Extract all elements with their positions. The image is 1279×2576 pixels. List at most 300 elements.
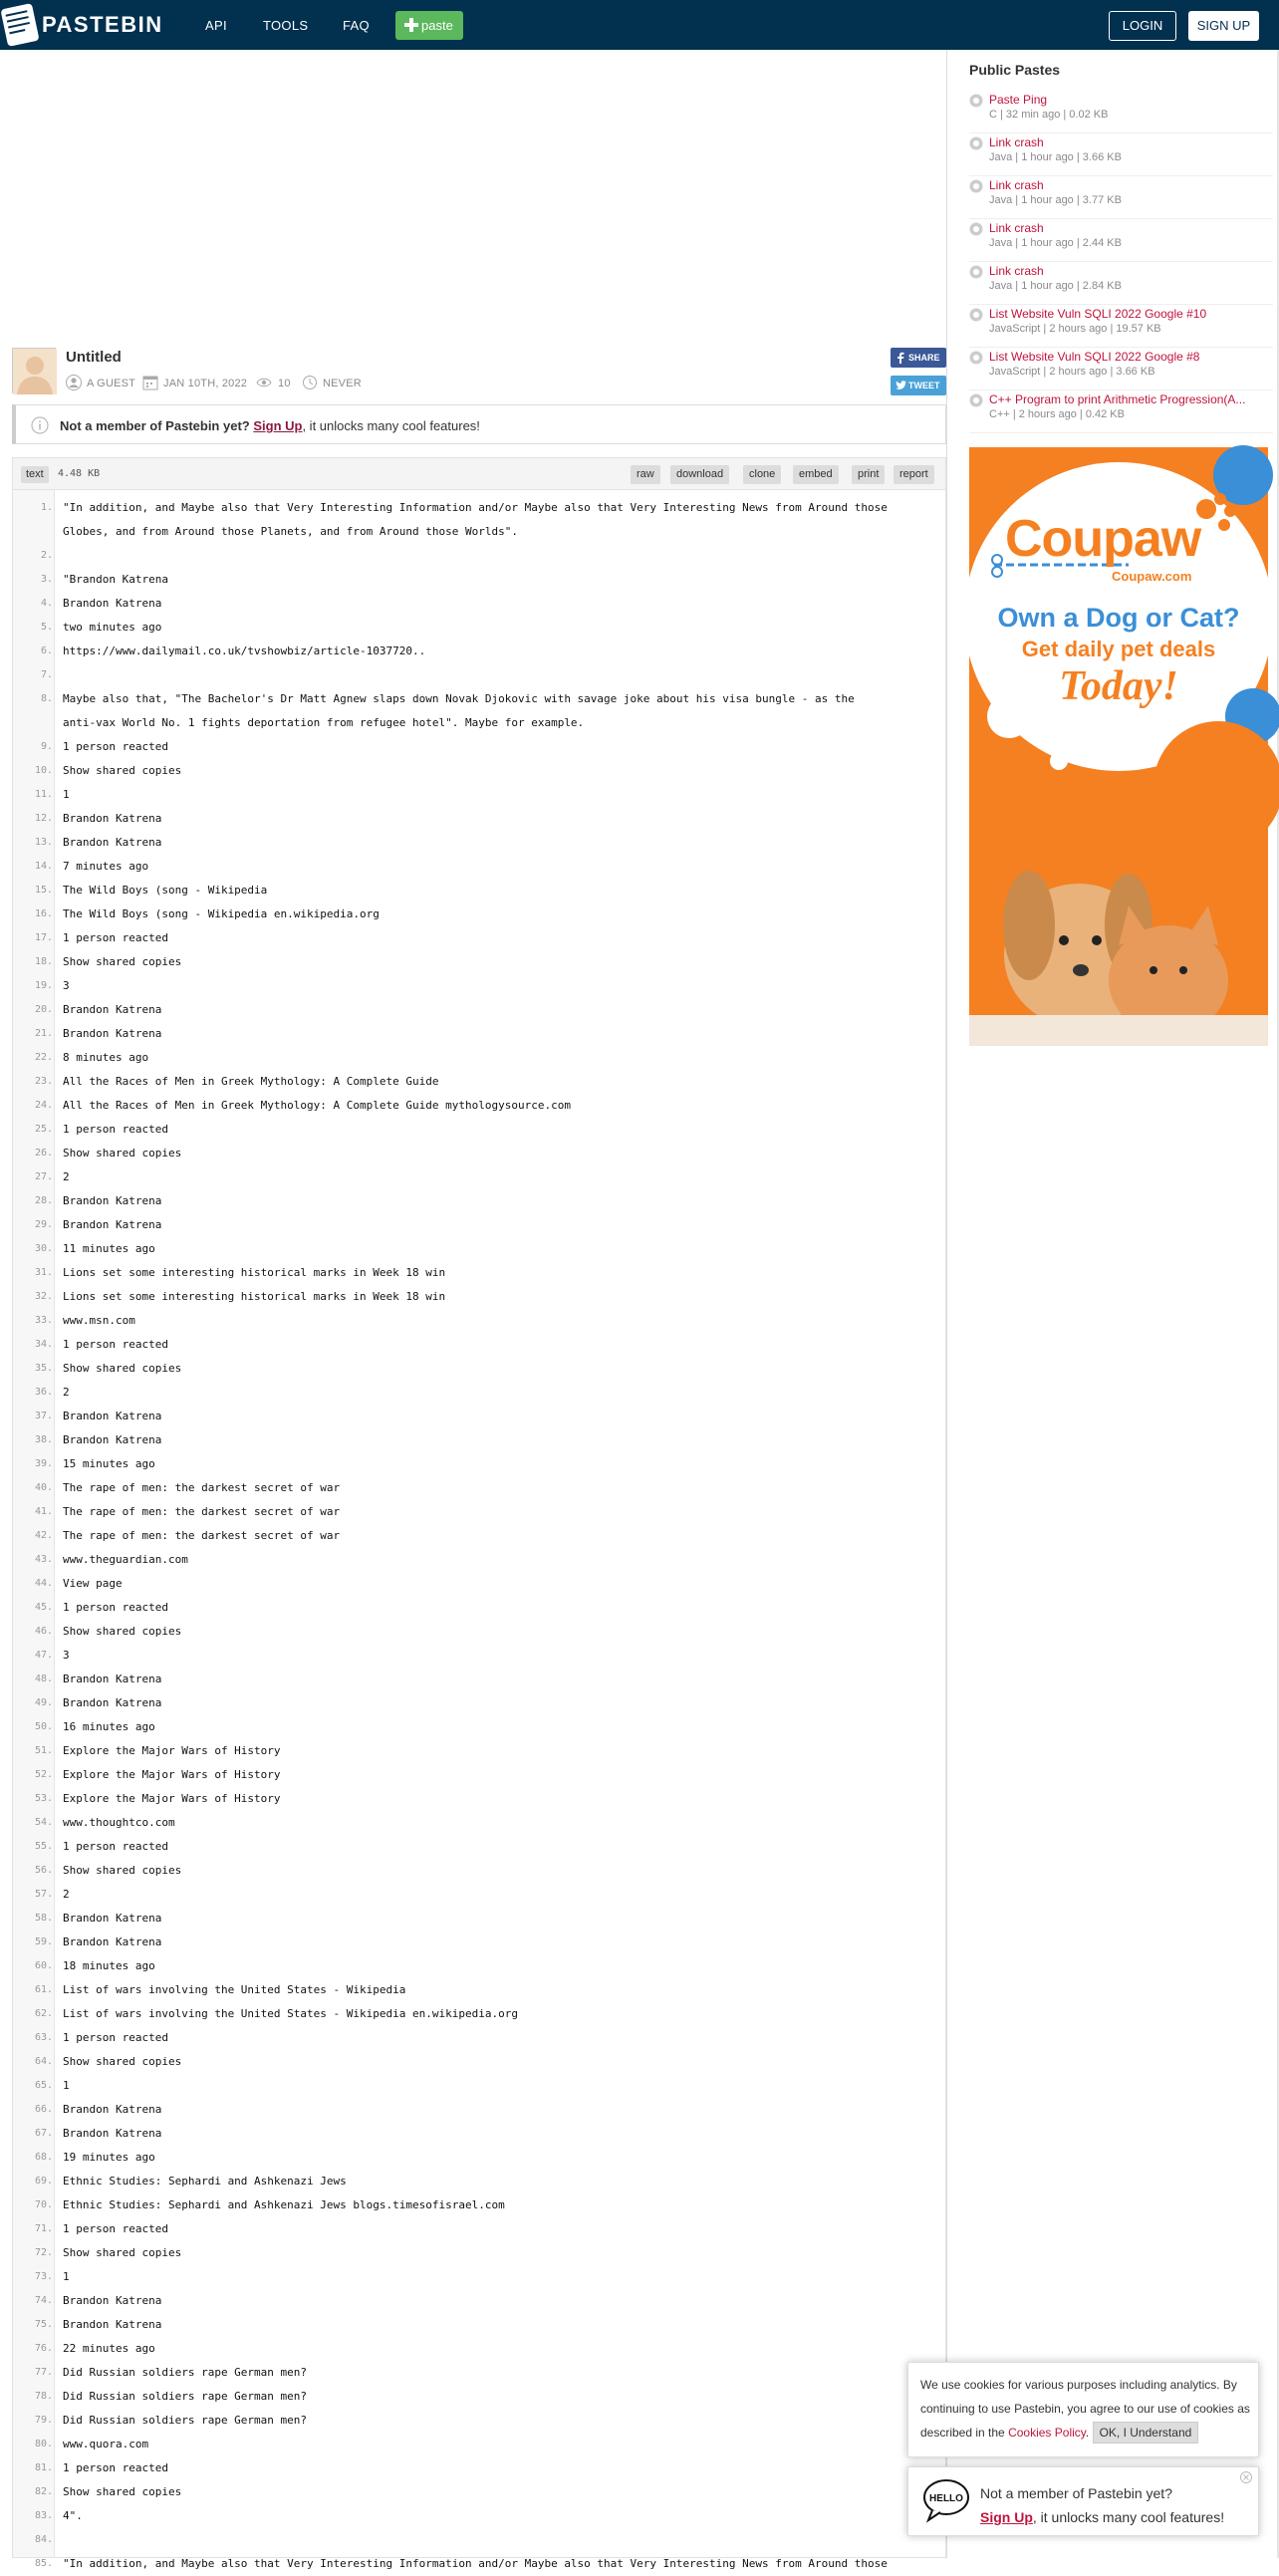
paste-globe-icon: [969, 265, 983, 279]
line-number: 74.: [34, 2295, 53, 2306]
code-line: [13, 1428, 945, 1452]
embed-button[interactable]: embed: [793, 465, 839, 484]
tweet-label: TWEET: [908, 381, 940, 390]
download-button[interactable]: download: [670, 465, 729, 484]
line-number: 26.: [34, 1148, 53, 1159]
line-text: Brandon Katrena: [63, 1433, 162, 1446]
cookie-message: We use cookies for various purposes including analytics. By continuing to use Pastebin, you agree to our use of cookies as described in the: [920, 2378, 1250, 2440]
paste-globe-icon: [969, 94, 983, 108]
line-number: 12.: [34, 813, 53, 824]
line-number: 58.: [34, 1913, 53, 1924]
public-paste-title[interactable]: Link crash: [989, 178, 1044, 192]
line-number: 23.: [34, 1076, 53, 1087]
code-line: [13, 2504, 945, 2528]
code-line: [13, 1165, 945, 1189]
line-number: 77.: [34, 2367, 53, 2378]
line-text: 15 minutes ago: [63, 1457, 155, 1470]
line-number: 82.: [34, 2486, 53, 2497]
line-text: 1 person reacted: [63, 931, 168, 944]
pastebin-logo-icon[interactable]: [2, 4, 38, 46]
code-line: [13, 2361, 945, 2385]
code-line: [13, 1787, 945, 1811]
public-paste-title[interactable]: C++ Program to print Arithmetic Progression(A...: [989, 392, 1246, 406]
line-number: 32.: [34, 1291, 53, 1302]
paste-globe-icon: [969, 308, 983, 322]
hello-popup: [907, 2466, 1259, 2536]
line-text: 1 person reacted: [63, 2222, 168, 2235]
code-line: [13, 2026, 945, 2050]
notice-tail: , it unlocks many cool features!: [302, 418, 480, 433]
line-number: 48.: [34, 1674, 53, 1684]
line-number: 43.: [34, 1554, 53, 1565]
line-text: 1 person reacted: [63, 1840, 168, 1853]
line-text: 3: [63, 1649, 70, 1662]
code-line: [13, 2337, 945, 2361]
public-paste-title[interactable]: Link crash: [989, 135, 1044, 149]
line-number: 28.: [34, 1195, 53, 1206]
public-paste-item[interactable]: [969, 133, 1273, 176]
line-number: 33.: [34, 1315, 53, 1326]
code-line: [13, 1357, 945, 1381]
line-number: 10.: [34, 765, 53, 776]
line-number: 49.: [34, 1697, 53, 1708]
paste-views: 10: [278, 378, 291, 389]
line-number: 66.: [34, 2104, 53, 2115]
top-ad-space: [0, 50, 946, 339]
code-line: [13, 1811, 945, 1835]
code-line: [13, 879, 945, 902]
ad-line3: Today!: [1059, 663, 1178, 709]
code-line: [13, 1835, 945, 1859]
nav-api[interactable]: API: [205, 18, 227, 33]
line-number: 78.: [34, 2391, 53, 2402]
code-line: [13, 1596, 945, 1620]
line-number: 19.: [34, 980, 53, 991]
line-text: Brandon Katrena: [63, 1673, 162, 1685]
code-line: [13, 1189, 945, 1213]
line-text: 1 person reacted: [63, 2031, 168, 2044]
line-text: 2: [63, 1386, 70, 1399]
line-text: Show shared copies: [63, 1362, 182, 1375]
line-text: Explore the Major Wars of History: [63, 1744, 281, 1757]
line-text: www.quora.com: [63, 2438, 149, 2450]
info-icon: [31, 416, 49, 434]
paste-button-label: paste: [421, 18, 453, 33]
line-text: "Brandon Katrena: [63, 573, 168, 586]
line-number: 34.: [34, 1339, 53, 1350]
line-number: 70.: [34, 2199, 53, 2210]
code-line: [13, 2456, 945, 2480]
line-text: Did Russian soldiers rape German men?: [63, 2390, 308, 2403]
paste-title: Untitled: [66, 349, 122, 366]
line-text: 2: [63, 1170, 70, 1183]
ad-domain: Coupaw.com: [1112, 569, 1192, 584]
code-line: [13, 950, 945, 974]
code-line: [13, 902, 945, 926]
code-line: [13, 855, 945, 879]
line-number: 59.: [34, 1936, 53, 1947]
clone-button[interactable]: clone: [743, 465, 781, 484]
line-text: www.theguardian.com: [63, 1553, 188, 1566]
code-line: [13, 2146, 945, 2170]
code-line: [13, 1524, 945, 1548]
code-line: [13, 1285, 945, 1309]
line-text: Brandon Katrena: [63, 2318, 162, 2331]
line-number: 64.: [34, 2056, 53, 2067]
logo-text[interactable]: PASTEBIN: [42, 12, 163, 37]
code-line: [13, 496, 945, 544]
public-paste-item[interactable]: [969, 390, 1273, 433]
line-number: 22.: [34, 1052, 53, 1063]
code-line: [13, 2552, 945, 2576]
line-number: 53.: [34, 1793, 53, 1804]
line-text: 19 minutes ago: [63, 2151, 155, 2164]
code-line: [13, 544, 945, 568]
cookie-accept-button[interactable]: OK, I Understand: [1093, 2422, 1199, 2444]
line-text: https://www.dailymail.co.uk/tvshowbiz/article-1037720..: [63, 644, 426, 657]
notice-lead: Not a member of Pastebin yet?: [60, 418, 250, 433]
line-text: 1 person reacted: [63, 1338, 168, 1351]
code-line: [13, 1691, 945, 1715]
code-toolbar: [12, 457, 946, 489]
twitter-tweet-button[interactable]: [891, 376, 946, 395]
code-line: [13, 2074, 945, 2098]
paste-globe-icon: [969, 179, 983, 193]
public-paste-item[interactable]: [969, 262, 1273, 305]
line-number: 7.: [40, 669, 53, 680]
line-text: Show shared copies: [63, 2246, 182, 2259]
line-number: 54.: [34, 1817, 53, 1828]
line-text: The rape of men: the darkest secret of war: [63, 1529, 341, 1542]
line-text: Show shared copies: [63, 1864, 182, 1877]
line-text: Show shared copies: [63, 1625, 182, 1638]
line-text: 1: [63, 788, 70, 801]
public-paste-meta: Java | 1 hour ago | 3.77 KB: [989, 194, 1122, 206]
code-line: [13, 1883, 945, 1907]
ad-brand: Coupaw: [1005, 510, 1201, 568]
raw-button[interactable]: raw: [631, 465, 660, 484]
line-text: List of wars involving the United States - Wikipedia en.wikipedia.org: [63, 2007, 518, 2020]
notice-signup-link[interactable]: Sign Up: [253, 418, 303, 433]
close-icon[interactable]: [1240, 2471, 1252, 2483]
public-paste-meta: JavaScript | 2 hours ago | 3.66 KB: [989, 366, 1155, 378]
line-text: 16 minutes ago: [63, 1720, 155, 1733]
line-number: 41.: [34, 1506, 53, 1517]
code-line: [13, 2170, 945, 2193]
line-number: 30.: [34, 1243, 53, 1254]
coupaw-ad[interactable]: [969, 447, 1268, 1046]
code-line: [13, 1309, 945, 1333]
code-line: [13, 974, 945, 998]
line-number: 39.: [34, 1458, 53, 1469]
line-number: 73.: [34, 2271, 53, 2282]
public-paste-item[interactable]: [969, 305, 1273, 348]
hello-signup-link[interactable]: Sign Up: [980, 2509, 1033, 2525]
line-number: 65.: [34, 2080, 53, 2091]
public-paste-title[interactable]: List Website Vuln SQLI 2022 Google #8: [989, 350, 1200, 364]
code-line: [13, 2241, 945, 2265]
public-paste-title[interactable]: List Website Vuln SQLI 2022 Google #10: [989, 307, 1207, 321]
signup-button[interactable]: SIGN UP: [1188, 11, 1259, 41]
hello-speech-bubble-icon: [922, 2477, 970, 2521]
report-button[interactable]: report: [894, 465, 934, 484]
cookie-banner: [907, 2362, 1259, 2457]
code-line: [13, 1620, 945, 1644]
line-text: Brandon Katrena: [63, 1935, 162, 1948]
hello-tail: , it unlocks many cool features!: [1032, 2509, 1225, 2525]
line-text: Explore the Major Wars of History: [63, 1768, 281, 1781]
line-number: 27.: [34, 1171, 53, 1182]
line-text: Did Russian soldiers rape German men?: [63, 2414, 308, 2427]
code-line: [13, 2433, 945, 2456]
ad-line1: Own a Dog or Cat?: [997, 603, 1240, 633]
line-number: 37.: [34, 1411, 53, 1421]
code-line: [13, 568, 945, 592]
line-text: Brandon Katrena: [63, 1027, 162, 1040]
signup-notice: [12, 404, 946, 444]
line-text: Show shared copies: [63, 955, 182, 968]
calendar-icon: [142, 375, 158, 390]
line-number: 1.: [40, 502, 53, 513]
line-number: 76.: [34, 2343, 53, 2354]
line-number: 72.: [34, 2247, 53, 2258]
share-label: SHARE: [908, 353, 940, 363]
line-number: 45.: [34, 1602, 53, 1613]
line-number: 85.: [34, 2558, 53, 2569]
code-line: [13, 1094, 945, 1118]
code-line: [13, 998, 945, 1022]
line-number: 17.: [34, 932, 53, 943]
code-line: [13, 2217, 945, 2241]
new-paste-button[interactable]: [395, 11, 463, 40]
code-line: [13, 1046, 945, 1070]
line-text: Brandon Katrena: [63, 836, 162, 849]
top-header: [0, 0, 1279, 50]
line-number: 55.: [34, 1841, 53, 1852]
line-number: 62.: [34, 2008, 53, 2019]
public-paste-title[interactable]: Paste Ping: [989, 93, 1048, 107]
line-text: 22 minutes ago: [63, 2342, 155, 2355]
code-line: [13, 1739, 945, 1763]
line-text: Lions set some interesting historical marks in Week 18 win: [63, 1290, 446, 1303]
line-text: The rape of men: the darkest secret of war: [63, 1505, 341, 1518]
public-pastes-title: Public Pastes: [969, 62, 1061, 78]
line-text: 1 person reacted: [63, 1123, 168, 1136]
code-line: [13, 1381, 945, 1405]
cookie-period: .: [1085, 2426, 1090, 2440]
line-text: 8 minutes ago: [63, 1051, 149, 1064]
line-number: 31.: [34, 1267, 53, 1278]
paste-globe-icon: [969, 136, 983, 150]
line-text: www.thoughtco.com: [63, 1816, 175, 1829]
twitter-bird-icon: [895, 381, 906, 390]
line-text: 4".: [63, 2509, 83, 2522]
line-number: 79.: [34, 2415, 53, 2426]
code-line: [13, 2289, 945, 2313]
code-line: [13, 1405, 945, 1428]
line-text: "In addition, and Maybe also that Very Interesting Information and/or Maybe also that Very Interesting News from Around those: [63, 2557, 888, 2570]
line-number: 80.: [34, 2439, 53, 2449]
public-paste-meta: Java | 1 hour ago | 2.44 KB: [989, 237, 1122, 249]
code-line: [13, 1715, 945, 1739]
cookies-policy-link[interactable]: Cookies Policy: [1008, 2426, 1086, 2440]
code-line: [13, 1500, 945, 1524]
line-number: 36.: [34, 1387, 53, 1398]
line-text: 18 minutes ago: [63, 1959, 155, 1972]
code-line: [13, 663, 945, 687]
paste-globe-icon: [969, 351, 983, 365]
line-text: Brandon Katrena: [63, 1003, 162, 1016]
hello-line1: Not a member of Pastebin yet?: [980, 2485, 1172, 2501]
line-number: 52.: [34, 1769, 53, 1780]
user-icon: [66, 375, 82, 390]
line-number: 5.: [40, 622, 53, 633]
line-text: Ethnic Studies: Sephardi and Ashkenazi Jews: [63, 2175, 347, 2188]
notice-text: [60, 418, 480, 433]
expiry-icon: [302, 375, 318, 390]
facebook-icon: [895, 352, 905, 364]
line-text: Brandon Katrena: [63, 1696, 162, 1709]
line-number: 16.: [34, 908, 53, 919]
line-text: Brandon Katrena: [63, 1410, 162, 1422]
public-paste-item[interactable]: [969, 91, 1273, 133]
line-number: 67.: [34, 2128, 53, 2139]
line-number: 13.: [34, 837, 53, 848]
line-text: Show shared copies: [63, 1147, 182, 1159]
language-badge[interactable]: text: [21, 466, 49, 483]
line-text: 3: [63, 979, 70, 992]
line-text: Lions set some interesting historical marks in Week 18 win: [63, 1266, 446, 1279]
line-text: Brandon Katrena: [63, 2294, 162, 2307]
line-number: 2.: [40, 550, 53, 561]
hello-icon-label: HELLO: [929, 2493, 963, 2504]
code-line: [13, 640, 945, 663]
line-text: www.msn.com: [63, 1314, 135, 1327]
line-text: Brandon Katrena: [63, 812, 162, 825]
code-line: [13, 735, 945, 759]
line-number: 35.: [34, 1363, 53, 1374]
sidebar-divider: [946, 50, 947, 2558]
line-text: The Wild Boys (song - Wikipedia en.wikipedia.org: [63, 907, 380, 920]
nav-tools[interactable]: TOOLS: [263, 18, 309, 33]
line-number: 50.: [34, 1721, 53, 1732]
line-text: All the Races of Men in Greek Mythology: A Complete Guide: [63, 1075, 439, 1088]
line-text: Ethnic Studies: Sephardi and Ashkenazi Jews blogs.timesofisrael.com: [63, 2198, 505, 2211]
code-line: [13, 2098, 945, 2122]
code-line: [13, 2385, 945, 2409]
cookie-text: [920, 2373, 1254, 2445]
public-paste-item[interactable]: [969, 176, 1273, 219]
line-text: 2: [63, 1888, 70, 1901]
public-paste-item[interactable]: [969, 348, 1273, 390]
line-number: 21.: [34, 1028, 53, 1039]
line-number: 44.: [34, 1578, 53, 1589]
hello-text: [980, 2481, 1224, 2529]
line-number: 61.: [34, 1984, 53, 1995]
nav-faq[interactable]: FAQ: [343, 18, 370, 33]
code-line: [13, 592, 945, 616]
code-line: [13, 2528, 945, 2552]
code-line: [13, 1572, 945, 1596]
line-text: The Wild Boys (song - Wikipedia: [63, 884, 268, 897]
code-line: [13, 1548, 945, 1572]
line-text: List of wars involving the United States - Wikipedia: [63, 1983, 406, 1996]
line-number: 14.: [34, 861, 53, 872]
line-number: 69.: [34, 2176, 53, 2187]
avatar-person-icon: [13, 349, 57, 394]
line-text: Brandon Katrena: [63, 1912, 162, 1925]
code-line: [13, 1763, 945, 1787]
code-line: [13, 2480, 945, 2504]
code-line: [13, 616, 945, 640]
code-line: [13, 1452, 945, 1476]
line-number: 24.: [34, 1100, 53, 1111]
line-number: 25.: [34, 1124, 53, 1135]
code-line: [13, 1907, 945, 1931]
code-line: [13, 1931, 945, 1954]
line-text: 11 minutes ago: [63, 1242, 155, 1255]
line-number: 68.: [34, 2152, 53, 2163]
code-line: [13, 1333, 945, 1357]
login-button[interactable]: LOGIN: [1109, 11, 1176, 41]
line-text: Brandon Katrena: [63, 2103, 162, 2116]
code-line: [13, 1022, 945, 1046]
line-text: All the Races of Men in Greek Mythology: A Complete Guide mythologysource.com: [63, 1099, 571, 1112]
public-paste-title[interactable]: Link crash: [989, 221, 1044, 235]
code-line: [13, 1476, 945, 1500]
public-paste-title[interactable]: Link crash: [989, 264, 1044, 278]
facebook-share-button[interactable]: [891, 348, 946, 368]
code-line: [13, 2050, 945, 2074]
code-line: [13, 2122, 945, 2146]
line-number: 15.: [34, 885, 53, 896]
print-button[interactable]: print: [852, 465, 885, 484]
line-text: Maybe also that, "The Bachelor's Dr Matt Agnew slaps down Novak Djokovic with savage joke about his visa bungle - as the anti-vax World No. 1 fights deportation from refugee hotel". Maybe for example.: [63, 692, 855, 729]
line-text: Brandon Katrena: [63, 2127, 162, 2140]
code-line: [13, 2193, 945, 2217]
code-line: [13, 1644, 945, 1668]
code-line: [13, 1213, 945, 1237]
line-number: 3.: [40, 574, 53, 585]
public-paste-meta: C++ | 2 hours ago | 0.42 KB: [989, 408, 1125, 420]
code-block[interactable]: [12, 489, 946, 2570]
line-number: 63.: [34, 2032, 53, 2043]
line-text: 1 person reacted: [63, 740, 168, 753]
public-paste-meta: JavaScript | 2 hours ago | 19.57 KB: [989, 323, 1161, 335]
public-paste-item[interactable]: [969, 219, 1273, 262]
plus-icon: [404, 18, 418, 32]
code-line: [13, 783, 945, 807]
line-text: Brandon Katrena: [63, 1218, 162, 1231]
line-number: 71.: [34, 2223, 53, 2234]
line-number: 83.: [34, 2510, 53, 2521]
line-text: Show shared copies: [63, 764, 182, 777]
code-line: [13, 1070, 945, 1094]
line-text: 1 person reacted: [63, 2461, 168, 2474]
code-line: [13, 2313, 945, 2337]
paste-author[interactable]: A GUEST: [87, 378, 136, 389]
code-line: [13, 2265, 945, 2289]
line-number: 40.: [34, 1482, 53, 1493]
code-line: [13, 1954, 945, 1978]
line-text: Explore the Major Wars of History: [63, 1792, 281, 1805]
eye-icon: [256, 375, 272, 390]
paste-expiry: NEVER: [323, 378, 362, 389]
public-paste-meta: C | 32 min ago | 0.02 KB: [989, 109, 1109, 121]
line-number: 8.: [40, 693, 53, 704]
line-number: 60.: [34, 1960, 53, 1971]
code-line: [13, 759, 945, 783]
